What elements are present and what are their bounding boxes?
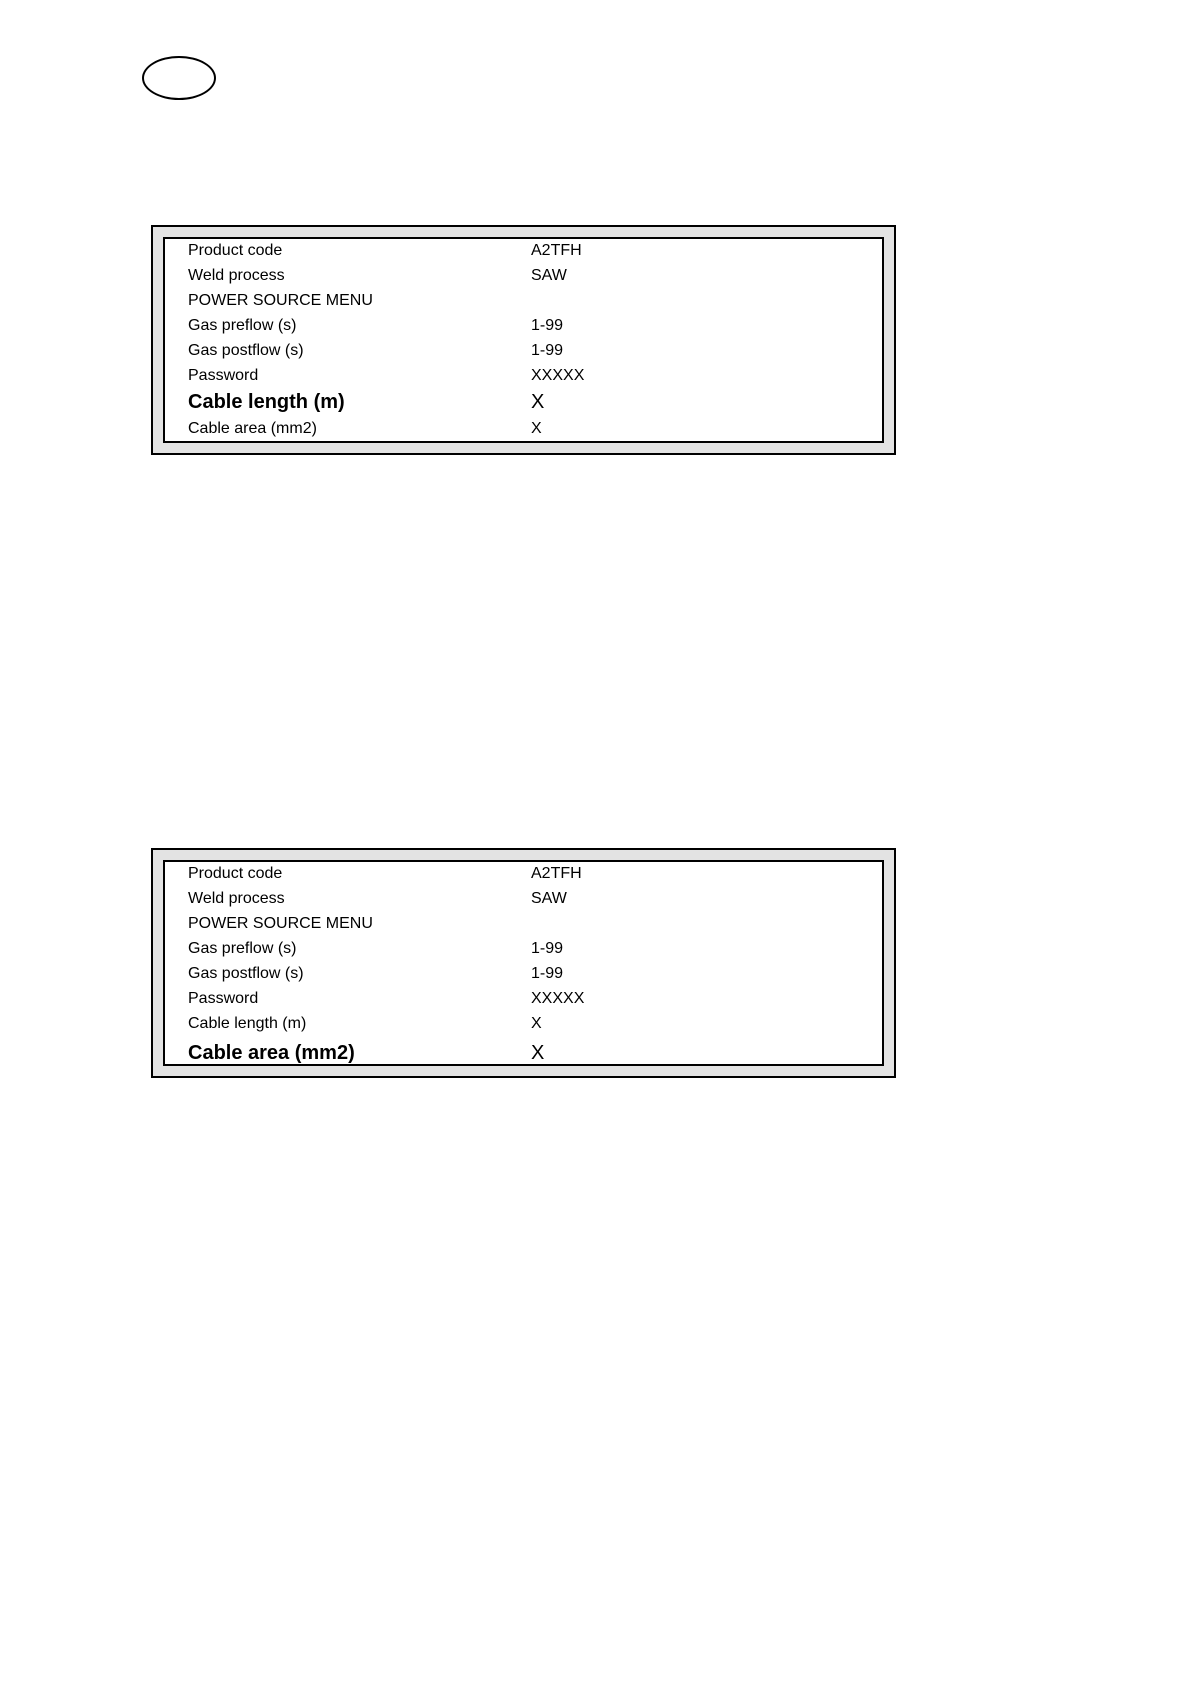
menu-row-value: 1-99: [531, 317, 564, 334]
menu-row-label: Password: [188, 990, 259, 1007]
menu-row-label: Password: [188, 367, 259, 384]
menu-row-weld-process[interactable]: [165, 891, 882, 916]
menu-row-label: Weld process: [188, 267, 285, 284]
menu-row-label: Gas postflow (s): [188, 965, 304, 982]
menu-row-password[interactable]: [165, 991, 882, 1016]
menu-screen-2: [163, 860, 884, 1066]
menu-row-value: SAW: [531, 890, 567, 907]
menu-row-value: 1-99: [531, 965, 564, 982]
menu-row-power-source-menu[interactable]: [165, 293, 882, 318]
menu-row-gas-preflow[interactable]: [165, 318, 882, 343]
menu-row-label: POWER SOURCE MENU: [188, 292, 373, 309]
menu-row-label: Gas postflow (s): [188, 342, 304, 359]
menu-row-label: Cable length (m): [188, 391, 345, 413]
menu-row-label: Cable length (m): [188, 1015, 307, 1032]
menu-row-label: Product code: [188, 242, 283, 259]
menu-row-label: Gas preflow (s): [188, 940, 297, 957]
menu-row-label: Cable area (mm2): [188, 1042, 355, 1064]
menu-row-cable-length[interactable]: [165, 392, 882, 417]
menu-row-label: Weld process: [188, 890, 285, 907]
menu-row-weld-process[interactable]: [165, 268, 882, 293]
menu-display-panel-2: [151, 848, 896, 1078]
menu-row-gas-postflow[interactable]: [165, 343, 882, 368]
menu-row-value: A2TFH: [531, 242, 582, 259]
menu-row-cable-area[interactable]: [165, 1043, 882, 1068]
menu-row-value: X: [531, 420, 542, 437]
menu-row-cable-area[interactable]: [165, 421, 882, 446]
menu-row-gas-preflow[interactable]: [165, 941, 882, 966]
menu-row-value: X: [531, 391, 545, 413]
menu-row-label: Product code: [188, 865, 283, 882]
menu-row-product-code[interactable]: [165, 866, 882, 891]
menu-display-panel-1: [151, 225, 896, 455]
language-marker-oval: [142, 56, 216, 100]
menu-row-cable-length[interactable]: [165, 1016, 882, 1041]
menu-row-product-code[interactable]: [165, 243, 882, 268]
menu-row-label: Gas preflow (s): [188, 317, 297, 334]
menu-row-value: SAW: [531, 267, 567, 284]
menu-row-value: A2TFH: [531, 865, 582, 882]
menu-row-gas-postflow[interactable]: [165, 966, 882, 991]
menu-row-password[interactable]: [165, 368, 882, 393]
menu-row-label: POWER SOURCE MENU: [188, 915, 373, 932]
menu-row-value: XXXXX: [531, 367, 585, 384]
menu-row-value: 1-99: [531, 342, 564, 359]
menu-row-value: X: [531, 1042, 545, 1064]
menu-row-label: Cable area (mm2): [188, 420, 317, 437]
menu-row-value: X: [531, 1015, 542, 1032]
menu-screen-1: [163, 237, 884, 443]
menu-row-value: 1-99: [531, 940, 564, 957]
menu-row-power-source-menu[interactable]: [165, 916, 882, 941]
menu-row-value: XXXXX: [531, 990, 585, 1007]
